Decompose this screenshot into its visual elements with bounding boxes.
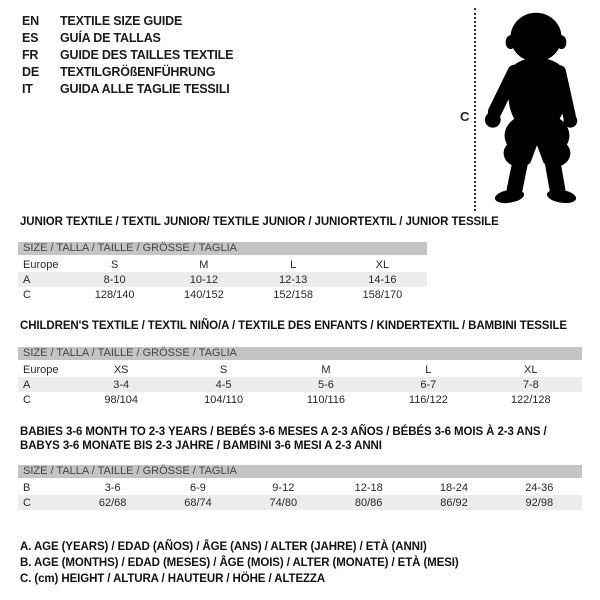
table-row xyxy=(18,480,582,495)
table-cell: L xyxy=(425,363,432,376)
table-cell: 4-5 xyxy=(172,377,274,392)
table-cell: 24-36 xyxy=(525,481,554,494)
junior-size-table xyxy=(18,242,427,302)
table-cell: 6-7 xyxy=(377,377,479,392)
language-title: GUIDE DES TAILLES TEXTILE xyxy=(60,47,234,62)
table-cell: 80/86 xyxy=(326,495,411,510)
size-header-bar: SIZE / TALLA / TAILLE / GRÖSSE / TAGLIA xyxy=(18,465,582,478)
table-cell: 98/104 xyxy=(104,393,139,406)
table-cell: 68/74 xyxy=(155,495,240,510)
language-row xyxy=(22,12,233,29)
table-cell: L xyxy=(290,258,297,271)
language-code: FR xyxy=(22,47,39,62)
children-size-table xyxy=(18,347,582,407)
language-code: ES xyxy=(22,30,39,45)
table-cell: 128/140 xyxy=(94,288,135,301)
size-table xyxy=(18,362,582,407)
language-row xyxy=(22,80,233,97)
table-cell: 110/116 xyxy=(306,393,346,406)
row-label: A xyxy=(18,377,70,392)
language-code: IT xyxy=(22,81,33,96)
babies-size-table xyxy=(18,465,582,510)
table-cell: 6-9 xyxy=(190,481,206,494)
babies-table-title xyxy=(20,425,547,453)
language-title: TEXTILGRÖßENFÜHRUNG xyxy=(60,64,216,79)
size-header-bar: SIZE / TALLA / TAILLE / GRÖSSE / TAGLIA xyxy=(18,347,582,360)
table-cell: 9-12 xyxy=(272,481,295,494)
table-cell: 7-8 xyxy=(480,377,582,392)
table-cell: 10-12 xyxy=(159,272,248,287)
table-cell: 3-6 xyxy=(104,481,121,494)
height-marker-label: C xyxy=(460,109,470,124)
table-row xyxy=(18,495,582,510)
language-row xyxy=(22,63,233,80)
table-cell: 116/122 xyxy=(408,393,448,406)
junior-table-title: JUNIOR TEXTILE / TEXTIL JUNIOR/ TEXTILE JUNIOR / JUNIORTEXTIL / JUNIOR TESSILE xyxy=(20,216,499,228)
table-cell: S xyxy=(219,363,228,376)
babies-title-line2: BABYS 3-6 MONATE BIS 2-3 JAHRE / BAMBINI 3-6 MESI A 2-3 ANNI xyxy=(20,440,382,452)
footnote-line: B. AGE (MONTHS) / EDAD (MESES) / ÂGE (MOIS) / ALTER (MONATE) / ETÀ (MESI) xyxy=(20,557,459,569)
table-cell: 12-13 xyxy=(249,272,338,287)
row-label: C xyxy=(23,393,31,406)
table-row xyxy=(18,287,427,302)
footnote-line: A. AGE (YEARS) / EDAD (AÑOS) / ÂGE (ANS) / ALTER (JAHRE) / ETÀ (ANNI) xyxy=(20,541,427,553)
table-cell: 62/68 xyxy=(70,495,155,510)
row-label: C xyxy=(23,288,31,301)
table-cell: 152/158 xyxy=(273,288,313,301)
language-code: DE xyxy=(22,64,39,79)
row-label: Europe xyxy=(23,363,59,376)
table-cell: XL xyxy=(375,258,390,271)
table-row xyxy=(18,377,582,392)
footnote-line: C. (cm) HEIGHT / ALTURA / HAUTEUR / HÖHE / ALTEZZA xyxy=(20,573,326,585)
table-cell: 12-18 xyxy=(354,481,383,494)
table-cell: 140/152 xyxy=(183,288,224,301)
language-code: EN xyxy=(22,13,39,28)
baby-figure xyxy=(452,6,598,218)
baby-silhouette-icon xyxy=(482,8,590,208)
children-table-title: CHILDREN'S TEXTILE / TEXTIL NIÑO/A / TEXTILE DES ENFANTS / KINDERTEXTIL / BAMBINI TESSILE xyxy=(20,320,567,332)
table-cell: S xyxy=(110,258,119,271)
table-cell: 5-6 xyxy=(275,377,377,392)
table-cell: M xyxy=(321,363,331,376)
table-cell: 8-10 xyxy=(70,272,159,287)
table-cell: 86/92 xyxy=(411,495,496,510)
table-row xyxy=(18,257,427,272)
language-title: GUIDA ALLE TAGLIE TESSILI xyxy=(60,81,230,96)
table-row xyxy=(18,362,582,377)
row-label: C xyxy=(18,495,70,510)
row-label: A xyxy=(18,272,70,287)
table-row xyxy=(18,272,427,287)
table-cell: 14-16 xyxy=(338,272,427,287)
size-header-bar: SIZE / TALLA / TAILLE / GRÖSSE / TAGLIA xyxy=(18,242,427,255)
table-cell: 18-24 xyxy=(439,481,469,494)
language-title-list xyxy=(22,12,233,97)
table-cell: XS xyxy=(113,363,129,376)
table-cell: 74/80 xyxy=(241,495,326,510)
table-row xyxy=(18,392,582,407)
language-title: GUÍA DE TALLAS xyxy=(60,30,161,45)
size-table xyxy=(18,480,582,510)
row-label: B xyxy=(23,481,31,494)
row-label: Europe xyxy=(23,258,59,271)
height-measure-line xyxy=(474,8,476,211)
table-cell: 3-4 xyxy=(70,377,172,392)
table-cell: M xyxy=(199,258,209,271)
language-title: TEXTILE SIZE GUIDE xyxy=(60,13,183,28)
babies-title-line1: BABIES 3-6 MONTH TO 2-3 YEARS / BEBÉS 3-6 MESES A 2-3 AÑOS / BÉBÉS 3-6 MOIS À 2-3 ANS / xyxy=(20,426,547,438)
table-cell: 104/110 xyxy=(204,393,244,406)
language-row xyxy=(22,29,233,46)
footnotes xyxy=(20,539,459,587)
table-cell: 122/128 xyxy=(510,393,551,406)
table-cell: 92/98 xyxy=(497,495,582,510)
language-row xyxy=(22,46,233,63)
table-cell: XL xyxy=(524,363,538,376)
table-cell: 158/170 xyxy=(362,288,403,301)
size-table xyxy=(18,257,427,302)
